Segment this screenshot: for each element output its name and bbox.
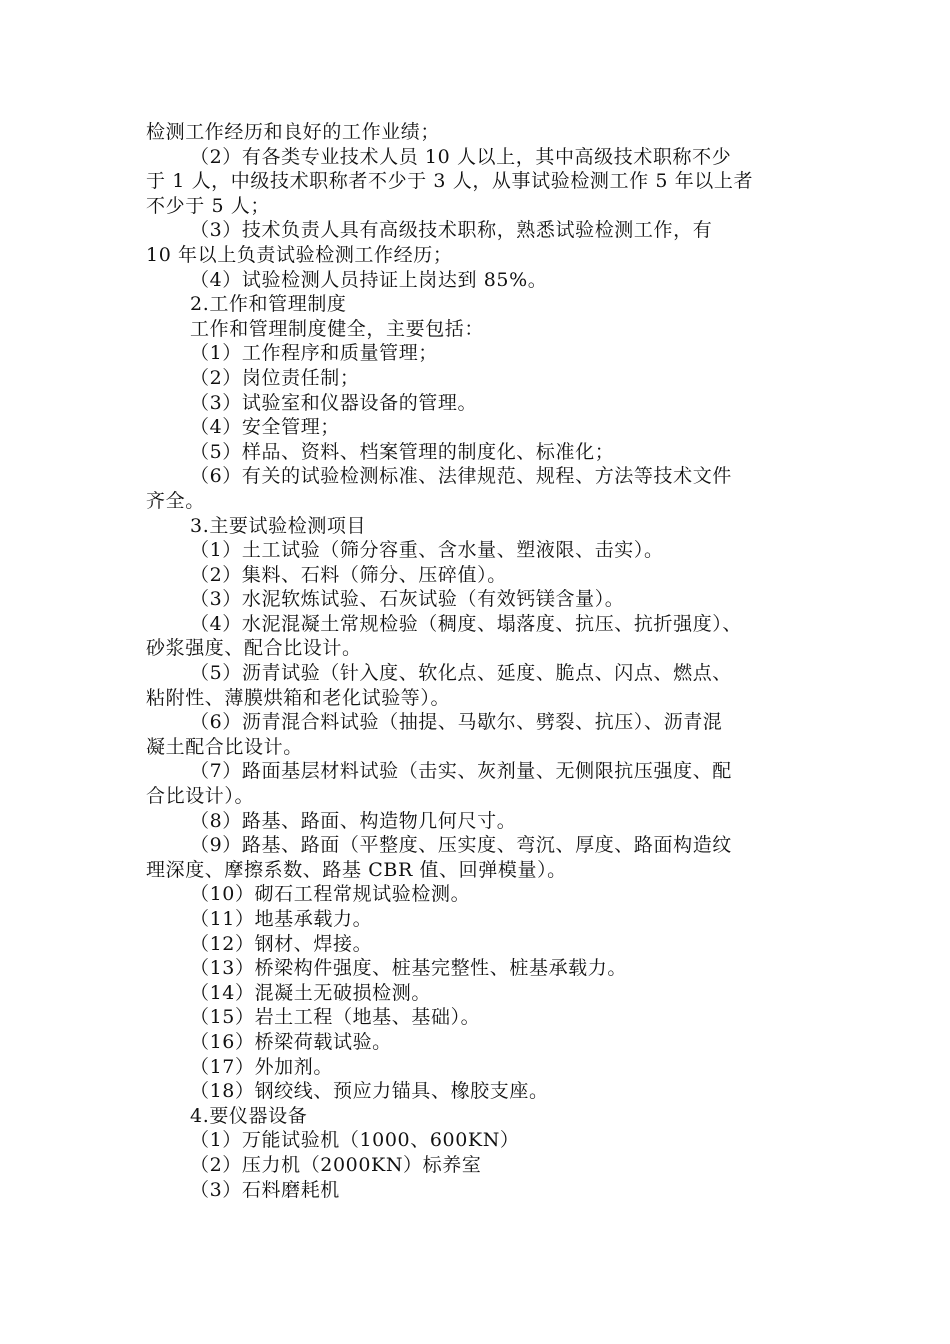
text-line: （9）路基、路面（平整度、压实度、弯沉、厚度、路面构造纹 — [190, 834, 732, 857]
text-line: （5）沥青试验（针入度、软化点、延度、脆点、闪点、燃点、 — [190, 662, 732, 685]
text-line: （3）试验室和仪器设备的管理。 — [190, 391, 478, 414]
text-line: （3）水泥软炼试验、石灰试验（有效钙镁含量）。 — [190, 588, 625, 611]
text-line: 凝土配合比设计。 — [146, 735, 303, 758]
text-line: （4）试验检测人员持证上岗达到 85%。 — [190, 268, 548, 291]
text-line: （16）桥梁荷载试验。 — [190, 1030, 392, 1053]
document-body — [146, 120, 826, 1202]
text-line: （4）水泥混凝土常规检验（稠度、塌落度、抗压、抗折强度）、 — [190, 612, 742, 635]
text-line: （1）万能试验机（1000、600KN） — [190, 1129, 520, 1152]
text-line: （10）砌石工程常规试验检测。 — [190, 883, 471, 906]
text-line: （6）沥青混合料试验（抽提、马歇尔、劈裂、抗压）、沥青混 — [190, 711, 723, 734]
text-line: （1）土工试验（筛分容重、含水量、塑液限、击实）。 — [190, 539, 664, 562]
text-line: （2）有各类专业技术人员 10 人以上，其中高级技术职称不少 — [190, 145, 732, 168]
text-line: 10 年以上负责试验检测工作经历； — [146, 243, 453, 266]
text-line: （15）岩土工程（地基、基础）。 — [190, 1006, 481, 1029]
text-line: 于 1 人，中级技术职称者不少于 3 人，从事试验检测工作 5 年以上者 — [146, 170, 754, 193]
text-line: （17）外加剂。 — [190, 1055, 333, 1078]
text-line: （3）技术负责人具有高级技术职称，熟悉试验检测工作，有 — [190, 219, 713, 242]
text-line: 工作和管理制度健全，主要包括： — [190, 317, 485, 340]
text-line: 粘附性、薄膜烘箱和老化试验等）。 — [146, 686, 451, 709]
text-line: （1）工作程序和质量管理； — [190, 342, 438, 365]
text-line: （12）钢材、焊接。 — [190, 932, 373, 955]
text-line: （3）石料磨耗机 — [190, 1178, 340, 1201]
text-line: （6）有关的试验检测标准、法律规范、规程、方法等技术文件 — [190, 465, 732, 488]
text-line: 理深度、摩擦系数、路基 CBR 值、回弹模量）。 — [146, 858, 567, 881]
text-line: （7）路面基层材料试验（击实、灰剂量、无侧限抗压强度、配 — [190, 760, 732, 783]
text-line: 合比设计）。 — [146, 785, 255, 808]
text-line: （8）路基、路面、构造物几何尺寸。 — [190, 809, 517, 832]
text-line: 3.主要试验检测项目 — [190, 514, 367, 537]
text-line: （14）混凝土无破损检测。 — [190, 981, 431, 1004]
text-line: （5）样品、资料、档案管理的制度化、标准化； — [190, 440, 615, 463]
text-line: （2）集料、石料（筛分、压碎值）。 — [190, 563, 507, 586]
text-line: （18）钢绞线、预应力锚具、橡胶支座。 — [190, 1080, 549, 1103]
text-line: 2.工作和管理制度 — [190, 293, 347, 316]
text-line: （2）岗位责任制； — [190, 366, 360, 389]
text-line: （4）安全管理； — [190, 416, 340, 439]
text-line: 4.要仪器设备 — [190, 1104, 308, 1127]
text-line: 砂浆强度、配合比设计。 — [146, 637, 362, 660]
text-line: （13）桥梁构件强度、桩基完整性、桩基承载力。 — [190, 957, 627, 980]
text-line: 检测工作经历和良好的工作业绩； — [146, 121, 441, 143]
text-line: （2）压力机（2000KN）标养室 — [190, 1153, 482, 1176]
text-line: 齐全。 — [146, 489, 205, 512]
text-line: （11）地基承载力。 — [190, 908, 373, 930]
text-line: 不少于 5 人； — [146, 194, 270, 217]
